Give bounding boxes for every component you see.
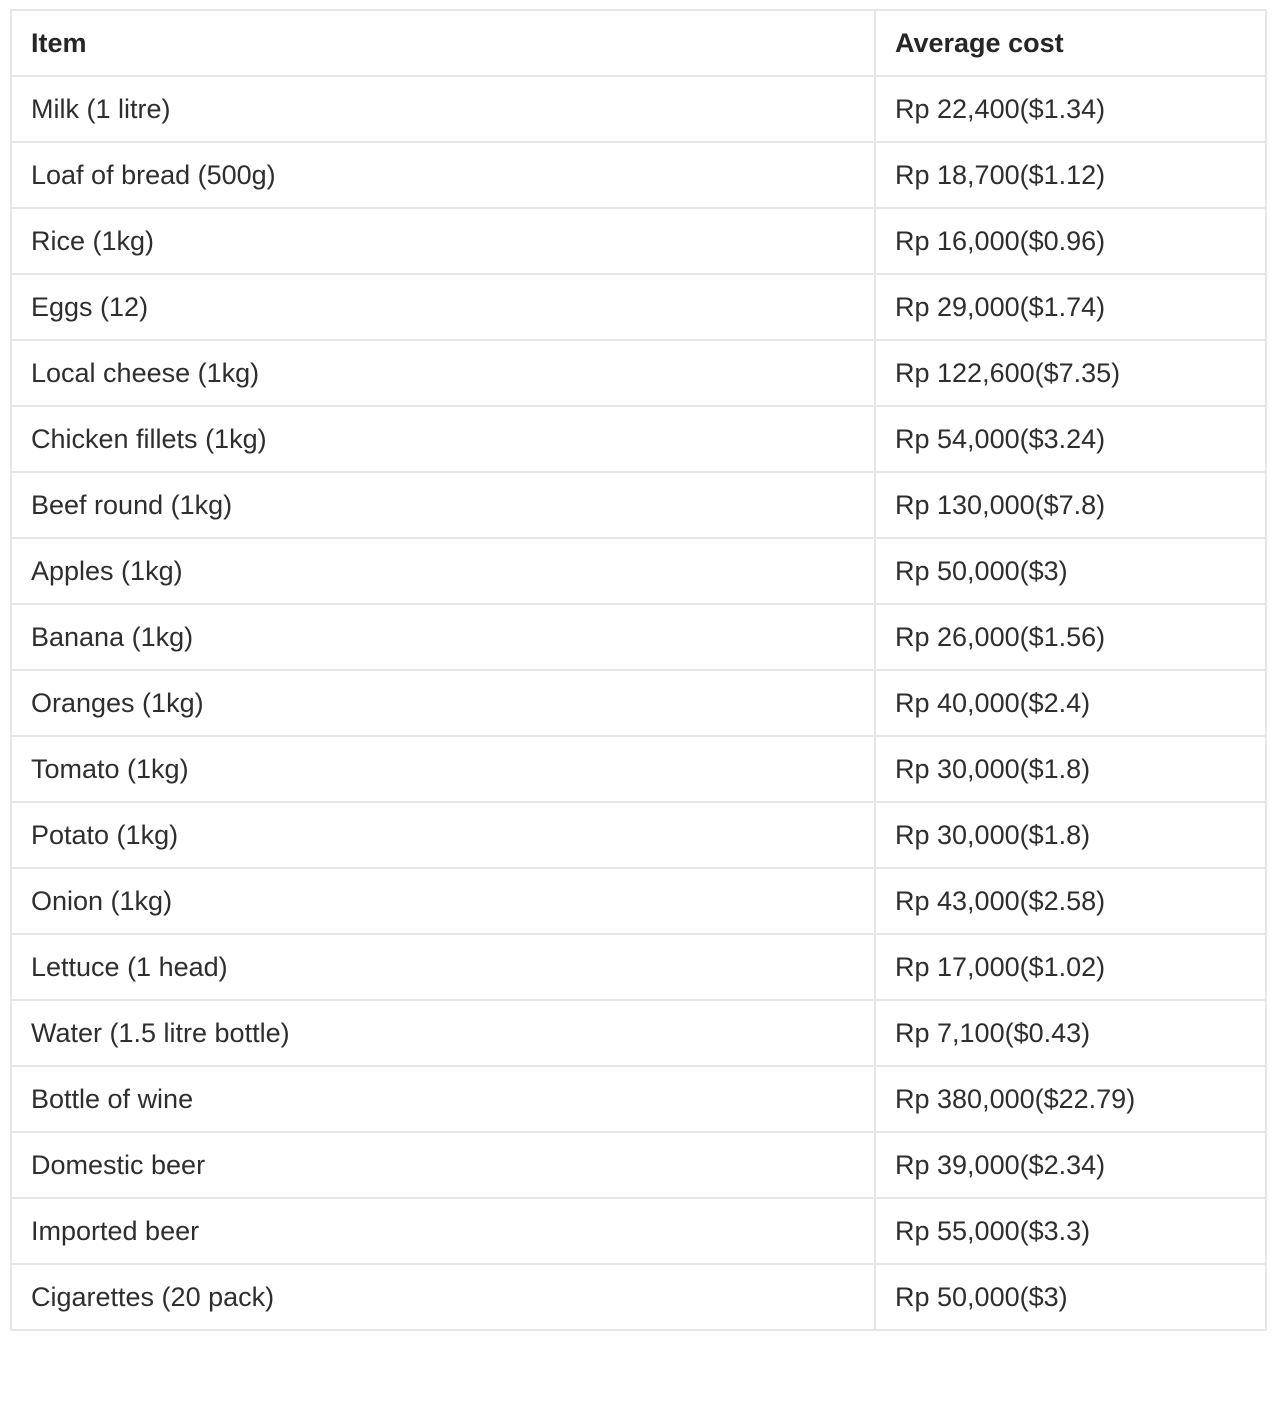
cost-of-living-table: [10, 9, 1267, 1331]
item-cell: Tomato (1kg): [11, 736, 875, 802]
cost-cell: Rp 18,700($1.12): [875, 142, 1266, 208]
table-row: [11, 934, 1266, 1000]
item-cell: Apples (1kg): [11, 538, 875, 604]
item-cell: Oranges (1kg): [11, 670, 875, 736]
table-row: [11, 1066, 1266, 1132]
item-cell: Chicken fillets (1kg): [11, 406, 875, 472]
cost-cell: Rp 50,000($3): [875, 538, 1266, 604]
table-row: [11, 142, 1266, 208]
item-cell: Imported beer: [11, 1198, 875, 1264]
cost-cell: Rp 22,400($1.34): [875, 76, 1266, 142]
table-row: [11, 604, 1266, 670]
item-cell: Domestic beer: [11, 1132, 875, 1198]
table-row: [11, 1198, 1266, 1264]
cost-cell: Rp 43,000($2.58): [875, 868, 1266, 934]
cost-cell: Rp 380,000($22.79): [875, 1066, 1266, 1132]
item-cell: Lettuce (1 head): [11, 934, 875, 1000]
item-cell: Eggs (12): [11, 274, 875, 340]
item-cell: Milk (1 litre): [11, 76, 875, 142]
item-cell: Water (1.5 litre bottle): [11, 1000, 875, 1066]
table-row: [11, 1000, 1266, 1066]
table-row: [11, 76, 1266, 142]
cost-cell: Rp 16,000($0.96): [875, 208, 1266, 274]
cost-cell: Rp 17,000($1.02): [875, 934, 1266, 1000]
table-row: [11, 670, 1266, 736]
cost-table-container: [10, 9, 1265, 1331]
table-row: [11, 538, 1266, 604]
cost-cell: Rp 30,000($1.8): [875, 802, 1266, 868]
item-cell: Onion (1kg): [11, 868, 875, 934]
item-cell: Local cheese (1kg): [11, 340, 875, 406]
cost-cell: Rp 30,000($1.8): [875, 736, 1266, 802]
table-row: [11, 472, 1266, 538]
item-cell: Potato (1kg): [11, 802, 875, 868]
column-header-average-cost: Average cost: [875, 10, 1266, 76]
cost-cell: Rp 54,000($3.24): [875, 406, 1266, 472]
table-row: [11, 1264, 1266, 1330]
item-cell: Cigarettes (20 pack): [11, 1264, 875, 1330]
cost-cell: Rp 29,000($1.74): [875, 274, 1266, 340]
cost-cell: Rp 50,000($3): [875, 1264, 1266, 1330]
table-row: [11, 274, 1266, 340]
cost-cell: Rp 7,100($0.43): [875, 1000, 1266, 1066]
cost-cell: Rp 122,600($7.35): [875, 340, 1266, 406]
item-cell: Loaf of bread (500g): [11, 142, 875, 208]
cost-cell: Rp 39,000($2.34): [875, 1132, 1266, 1198]
item-cell: Banana (1kg): [11, 604, 875, 670]
table-row: [11, 736, 1266, 802]
cost-cell: Rp 26,000($1.56): [875, 604, 1266, 670]
item-cell: Bottle of wine: [11, 1066, 875, 1132]
table-row: [11, 868, 1266, 934]
table-row: [11, 802, 1266, 868]
item-cell: Rice (1kg): [11, 208, 875, 274]
table-header: [11, 10, 1266, 76]
table-row: [11, 208, 1266, 274]
table-row: [11, 1132, 1266, 1198]
table-body: [11, 76, 1266, 1330]
cost-cell: Rp 130,000($7.8): [875, 472, 1266, 538]
header-row: [11, 10, 1266, 76]
column-header-item: Item: [11, 10, 875, 76]
cost-cell: Rp 55,000($3.3): [875, 1198, 1266, 1264]
cost-cell: Rp 40,000($2.4): [875, 670, 1266, 736]
item-cell: Beef round (1kg): [11, 472, 875, 538]
table-row: [11, 340, 1266, 406]
table-row: [11, 406, 1266, 472]
